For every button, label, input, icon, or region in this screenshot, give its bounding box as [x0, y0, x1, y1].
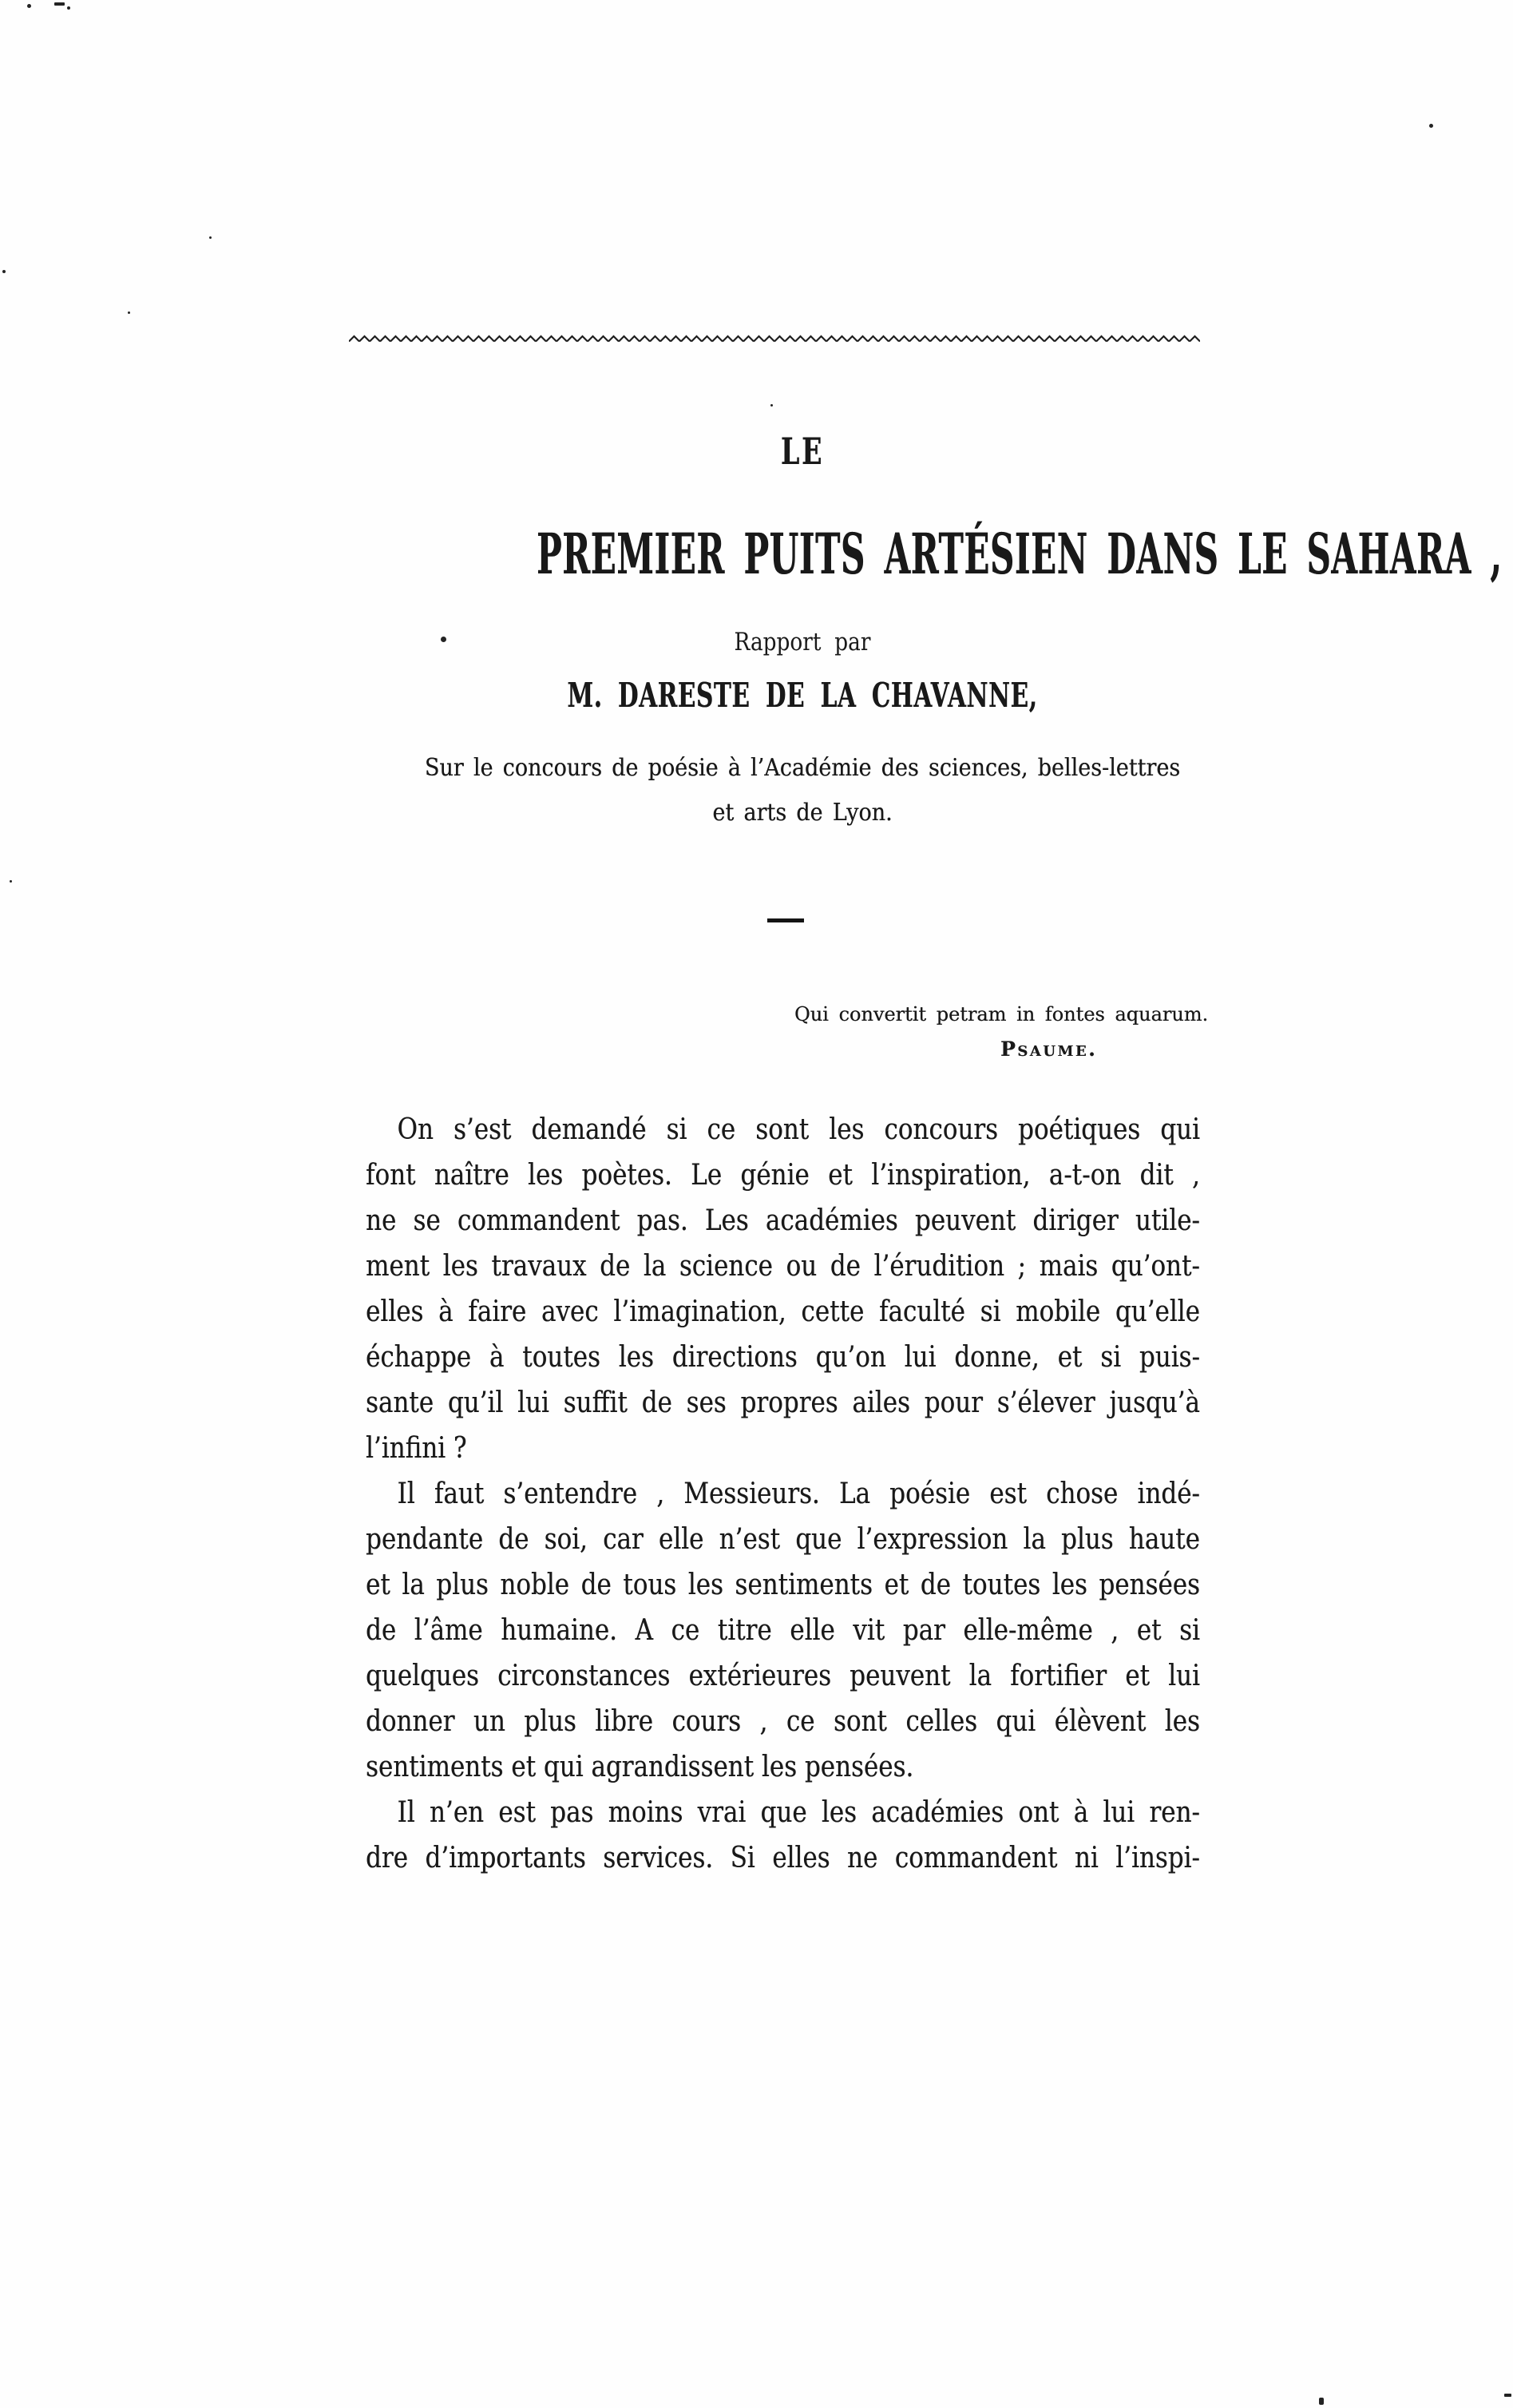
scan-speck — [1429, 124, 1433, 128]
body-line: dre d’importants services. Si elles ne commandent ni l’inspi- — [366, 1842, 1200, 1874]
body-line: ne se commandent pas. Les académies peuvent diriger utile- — [366, 1204, 1200, 1237]
body-line: quelques circonstances extérieures peuvent la fortifier et lui — [366, 1660, 1200, 1692]
scan-speck — [27, 4, 31, 8]
scan-speck — [1504, 2394, 1511, 2397]
scan-speck — [128, 311, 130, 314]
wavy-rule — [349, 333, 1200, 344]
page-title: PREMIER PUITS ARTÉSIEN DANS LE SAHARA , — [537, 521, 1503, 587]
scan-speck — [2, 270, 6, 273]
scan-speck — [10, 880, 12, 883]
byline: Rapport par — [734, 628, 871, 657]
body-text — [366, 1107, 1200, 1881]
epigraph-quote: Qui convertit petram in fontes aquarum. — [794, 1003, 1209, 1025]
scan-speck — [770, 404, 773, 407]
body-line: On s’est demandé si ce sont les concours poétiques qui — [397, 1113, 1200, 1146]
body-line: pendante de soi, car elle n’est que l’expression la plus haute — [366, 1523, 1200, 1556]
scan-speck — [209, 236, 212, 239]
body-line: elles à faire avec l’imagination, cette faculté si mobile qu’elle — [366, 1295, 1200, 1328]
section-dash — [767, 918, 804, 922]
body-line: de l’âme humaine. A ce titre elle vit par elle-même , et si — [366, 1614, 1200, 1647]
body-line: et la plus noble de tous les sentiments et de toutes les pensées — [366, 1569, 1200, 1601]
scan-speck — [1319, 2398, 1324, 2405]
scan-speck — [441, 637, 446, 642]
scan-speck — [54, 2, 65, 6]
body-line: Il faut s’entendre , Messieurs. La poésie est chose indé- — [397, 1478, 1200, 1510]
subtitle-line-1: Sur le concours de poésie à l’Académie des sciences, belles-lettres — [424, 754, 1181, 782]
body-line: l’infini ? — [366, 1432, 467, 1465]
body-line: donner un plus libre cours , ce sont celles qui élèvent les — [366, 1705, 1200, 1738]
body-line: sentiments et qui agrandissent les pensées. — [366, 1751, 914, 1783]
epigraph-attribution: Psaume. — [1000, 1037, 1098, 1061]
body-line: Il n’en est pas moins vrai que les académies ont à lui ren- — [397, 1796, 1200, 1829]
subtitle-line-2: et arts de Lyon. — [712, 799, 893, 827]
body-line: sante qu’il lui suffit de ses propres ailes pour s’élever jusqu’à — [366, 1386, 1200, 1419]
body-line: ment les travaux de la science ou de l’érudition ; mais qu’ont- — [366, 1250, 1200, 1283]
body-line: font naître les poètes. Le génie et l’inspiration, a-t-on dit , — [366, 1159, 1200, 1192]
header-word: LE — [780, 430, 825, 473]
author-name: M. DARESTE DE LA CHAVANNE, — [567, 676, 1038, 715]
body-line: échappe à toutes les directions qu’on lui donne, et si puis- — [366, 1341, 1200, 1374]
scan-speck — [67, 6, 70, 10]
